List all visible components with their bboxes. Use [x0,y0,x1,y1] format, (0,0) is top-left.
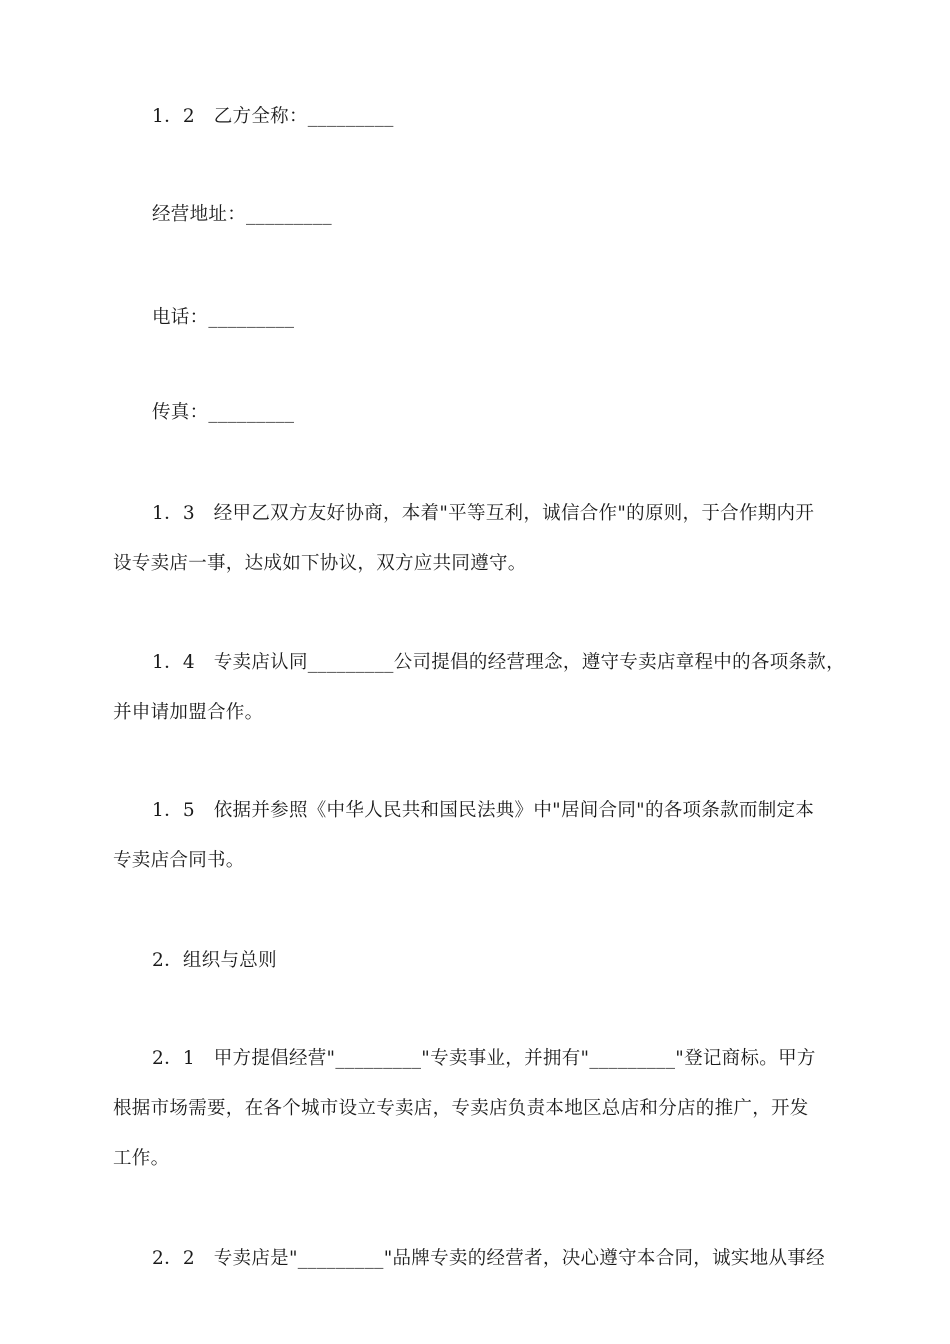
text-line: 2．1 甲方提倡经营"_________"专卖事业，并拥有"_________"登记商标。甲方 [152,1048,816,1069]
clause-1-2-party-b-name [113,92,853,142]
text-line: 2．2 专卖店是"_________"品牌专卖的经营者，决心遵守本合同，诚实地从事经 [152,1248,825,1269]
fax-line [113,388,853,438]
text-line: 传真：_________ [152,402,295,423]
phone-line [113,293,853,343]
text-line: 专卖店合同书。 [113,850,245,871]
text-line: 1．3 经甲乙双方友好协商，本着"平等互利，诚信合作"的原则，于合作期内开 [152,503,815,524]
clause-1-3 [113,489,853,589]
text-line: 电话：_________ [152,307,295,328]
clause-2-1 [113,1034,853,1184]
clause-2-2 [113,1234,853,1284]
text-line: 2．组织与总则 [152,950,277,971]
text-line: 设专卖店一事，达成如下协议，双方应共同遵守。 [113,553,527,574]
text-line: 1．2 乙方全称：_________ [152,106,394,127]
text-line: 1．5 依据并参照《中华人民共和国民法典》中"居间合同"的各项条款而制定本 [152,800,815,821]
text-line: 1．4 专卖店认同_________公司提倡的经营理念，遵守专卖店章程中的各项条款， [152,652,845,673]
text-line: 并申请加盟合作。 [113,702,264,723]
text-line: 根据市场需要，在各个城市设立专卖店，专卖店负责本地区总店和分店的推广，开发 [113,1098,809,1119]
text-line: 工作。 [113,1148,170,1169]
business-address-line [113,190,853,240]
clause-1-5 [113,786,853,886]
clause-1-4 [113,638,853,738]
text-line: 经营地址：_________ [152,204,332,225]
section-2-heading [113,936,853,986]
